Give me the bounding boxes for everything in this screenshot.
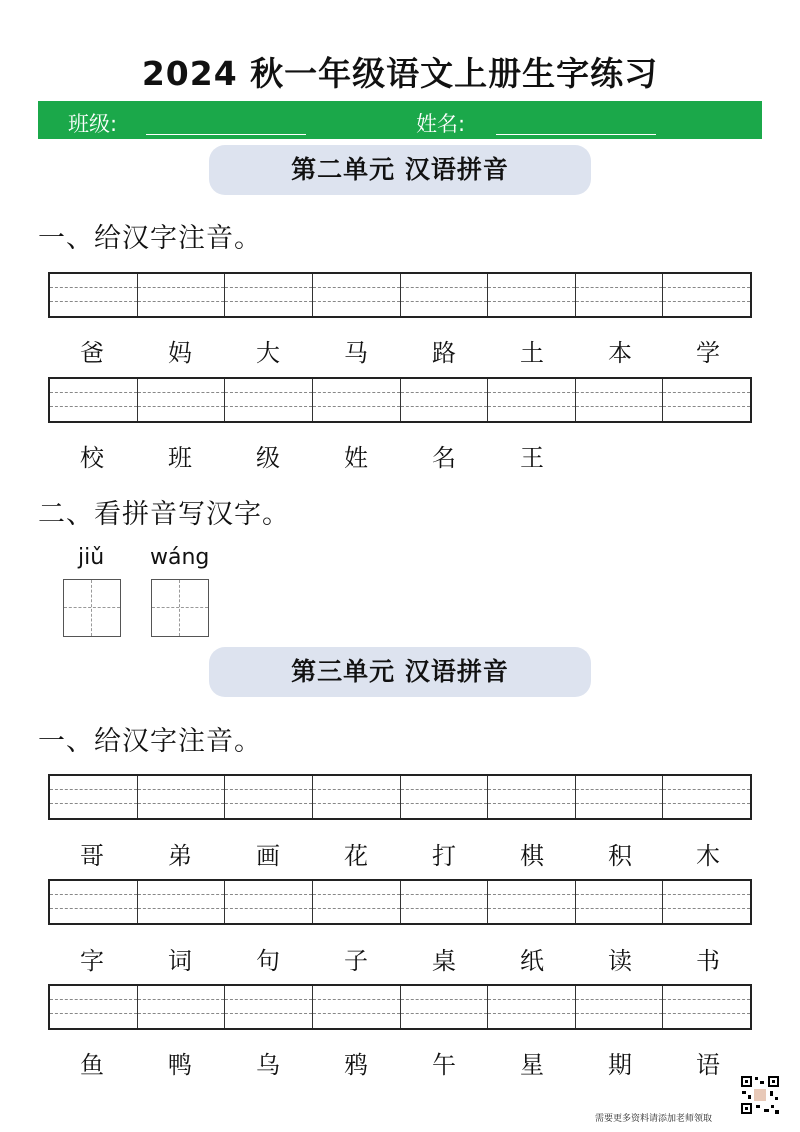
char: 弟	[168, 842, 192, 870]
page-title: 2024 秋一年级语文上册生字练习	[141, 54, 659, 93]
pinyin-cell[interactable]	[401, 274, 489, 316]
name-label: 姓名:	[416, 112, 466, 136]
pinyin-cell[interactable]	[576, 881, 664, 923]
char: 积	[608, 842, 632, 870]
footer-note: 需要更多资料请添加老师领取	[595, 1114, 713, 1124]
char: 班	[168, 444, 192, 472]
pinyin-cell[interactable]	[576, 776, 664, 818]
pinyin-cell[interactable]	[488, 274, 576, 316]
char: 字	[80, 947, 104, 975]
pinyin-cell[interactable]	[488, 881, 576, 923]
pinyin-cell[interactable]	[313, 379, 401, 421]
char-row	[48, 1045, 752, 1080]
pinyin-grid[interactable]	[48, 774, 752, 820]
char: 级	[256, 444, 280, 472]
char-row	[48, 836, 752, 871]
char: 书	[696, 947, 720, 975]
unit2-title: 第二单元 汉语拼音	[209, 145, 591, 195]
char: 名	[432, 444, 456, 472]
writing-box[interactable]	[151, 579, 209, 637]
char: 画	[256, 842, 280, 870]
pinyin-cell[interactable]	[225, 379, 313, 421]
char: 子	[344, 947, 368, 975]
char: 读	[608, 947, 632, 975]
pinyin-cell[interactable]	[488, 986, 576, 1028]
pinyin-cell[interactable]	[663, 379, 750, 421]
char: 校	[80, 444, 104, 472]
char: 词	[168, 947, 192, 975]
pinyin-cell[interactable]	[488, 776, 576, 818]
char: 午	[432, 1051, 456, 1079]
char: 鱼	[80, 1051, 104, 1079]
char: 学	[696, 339, 720, 367]
pinyin-cell[interactable]	[401, 986, 489, 1028]
char: 鸦	[344, 1051, 368, 1079]
char: 本	[608, 339, 632, 367]
pinyin-grid[interactable]	[48, 984, 752, 1030]
pinyin-cell[interactable]	[401, 776, 489, 818]
char: 木	[696, 842, 720, 870]
pinyin-grid[interactable]	[48, 377, 752, 423]
char: 姓	[344, 444, 368, 472]
char: 乌	[256, 1051, 280, 1079]
pinyin-cell[interactable]	[576, 379, 664, 421]
pinyin-cell[interactable]	[225, 986, 313, 1028]
name-blank[interactable]	[496, 134, 656, 135]
pinyin-cell[interactable]	[50, 379, 138, 421]
qr-code-icon	[740, 1075, 780, 1115]
writing-box[interactable]	[63, 579, 121, 637]
class-label: 班级:	[68, 112, 118, 136]
char-row	[48, 333, 752, 368]
pinyin-cell[interactable]	[401, 379, 489, 421]
pinyin-cell[interactable]	[401, 881, 489, 923]
char: 打	[432, 842, 456, 870]
pinyin-prompt: wáng	[150, 545, 210, 570]
pinyin-cell[interactable]	[225, 274, 313, 316]
pinyin-cell[interactable]	[313, 274, 401, 316]
unit2-section2-heading: 二、看拼音写汉字。	[38, 499, 290, 530]
pinyin-cell[interactable]	[313, 776, 401, 818]
pinyin-cell[interactable]	[663, 776, 750, 818]
char: 棋	[520, 842, 544, 870]
unit3-title: 第三单元 汉语拼音	[209, 647, 591, 697]
char: 语	[696, 1051, 720, 1079]
pinyin-cell[interactable]	[138, 379, 226, 421]
pinyin-cell[interactable]	[50, 274, 138, 316]
char: 花	[344, 842, 368, 870]
pinyin-cell[interactable]	[663, 881, 750, 923]
info-bar	[38, 101, 762, 139]
char: 句	[256, 947, 280, 975]
char: 期	[608, 1051, 632, 1079]
pinyin-cell[interactable]	[138, 776, 226, 818]
pinyin-cell[interactable]	[138, 986, 226, 1028]
pinyin-prompt: jiǔ	[78, 545, 105, 570]
char: 大	[256, 339, 280, 367]
pinyin-cell[interactable]	[663, 274, 750, 316]
pinyin-cell[interactable]	[50, 776, 138, 818]
pinyin-cell[interactable]	[313, 986, 401, 1028]
char: 鸭	[168, 1051, 192, 1079]
pinyin-cell[interactable]	[50, 986, 138, 1028]
char: 桌	[432, 947, 456, 975]
char: 星	[520, 1051, 544, 1079]
pinyin-cell[interactable]	[138, 881, 226, 923]
char: 王	[520, 444, 544, 472]
pinyin-cell[interactable]	[50, 881, 138, 923]
pinyin-cell[interactable]	[576, 986, 664, 1028]
char: 哥	[80, 842, 104, 870]
pinyin-cell[interactable]	[225, 776, 313, 818]
pinyin-cell[interactable]	[663, 986, 750, 1028]
pinyin-cell[interactable]	[313, 881, 401, 923]
pinyin-grid[interactable]	[48, 272, 752, 318]
pinyin-cell[interactable]	[488, 379, 576, 421]
pinyin-grid[interactable]	[48, 879, 752, 925]
char-row	[48, 941, 752, 976]
char: 妈	[168, 339, 192, 367]
pinyin-cell[interactable]	[225, 881, 313, 923]
char: 纸	[520, 947, 544, 975]
pinyin-cell[interactable]	[138, 274, 226, 316]
class-blank[interactable]	[146, 134, 306, 135]
char: 马	[344, 339, 368, 367]
char: 爸	[80, 339, 104, 367]
unit2-section1-heading: 一、给汉字注音。	[38, 223, 262, 254]
char: 土	[520, 339, 544, 367]
char: 路	[432, 339, 456, 367]
unit3-section1-heading: 一、给汉字注音。	[38, 726, 262, 757]
pinyin-cell[interactable]	[576, 274, 664, 316]
char-row	[48, 438, 752, 473]
